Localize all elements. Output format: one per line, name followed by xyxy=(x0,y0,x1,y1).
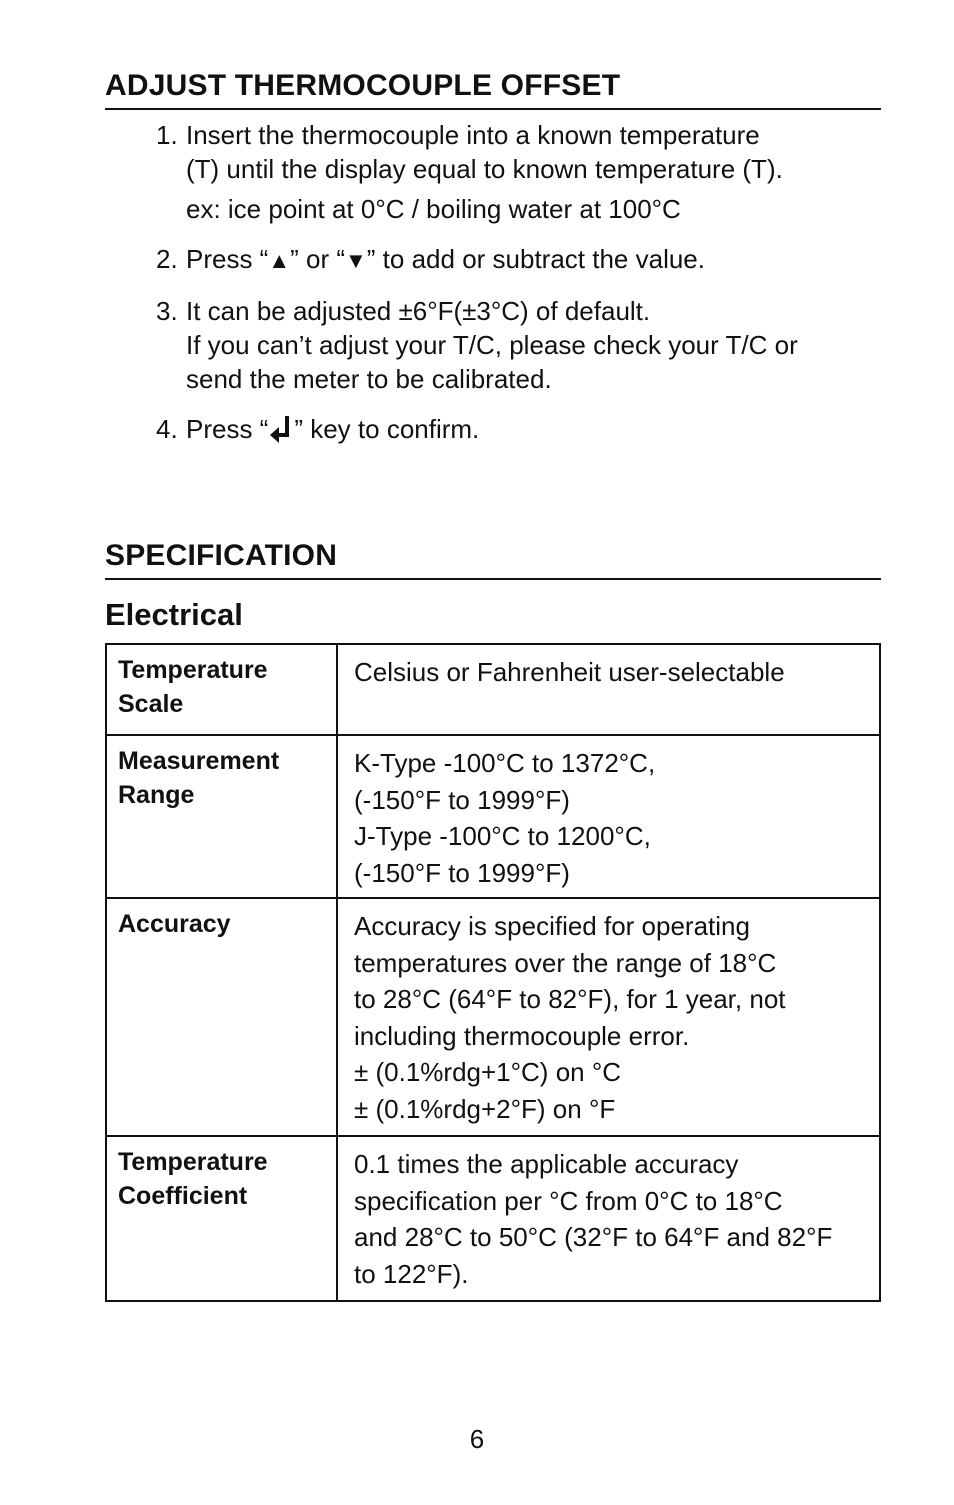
row-value: K-Type -100°C to 1372°C, (-150°F to 1999°F) J-Type -100°C to 1200°C, (-150°F to 1999°F) xyxy=(337,735,880,898)
step-number: 2. xyxy=(156,244,178,274)
step-text: (T) until the display equal to known temperature (T). xyxy=(186,154,783,184)
step-text: Press “▲” or “▼” to add or subtract the value. xyxy=(186,244,705,274)
row-value: 0.1 times the applicable accuracy specification per °C from 0°C to 18°C and 28°C to 50°C (32°F to 64°F and 82°F to 122°F). xyxy=(337,1136,880,1301)
table-row xyxy=(106,644,880,735)
step-2 xyxy=(156,242,896,278)
step-text: It can be adjusted ±6°F(±3°C) of default. xyxy=(186,296,651,326)
adjust-steps-list xyxy=(156,118,896,462)
row-value: Celsius or Fahrenheit user-selectable xyxy=(337,644,880,735)
electrical-subheading: Electrical xyxy=(105,597,243,632)
row-label: Accuracy xyxy=(106,898,337,1136)
step-4 xyxy=(156,412,896,446)
step-1 xyxy=(156,118,896,226)
table-row xyxy=(106,898,880,1136)
row-label: Measurement Range xyxy=(106,735,337,898)
table-row xyxy=(106,1136,880,1301)
step-number: 4. xyxy=(156,414,178,444)
up-arrow-icon: ▲ xyxy=(268,248,291,273)
electrical-spec-table xyxy=(105,643,881,1302)
row-value: Accuracy is specified for operating temperatures over the range of 18°C to 28°C (64°F to 82°F), for 1 year, not including thermocouple error. ± (0.1%rdg+1°C) on °C ± (0.1%rdg+2°F) on °F xyxy=(337,898,880,1136)
step-number: 1. xyxy=(156,120,178,150)
step-text: send the meter to be calibrated. xyxy=(186,364,552,394)
step-number: 3. xyxy=(156,296,178,326)
row-label: Temperature Scale xyxy=(106,644,337,735)
page-number: 6 xyxy=(469,1424,485,1454)
row-label: Temperature Coefficient xyxy=(106,1136,337,1301)
step-3 xyxy=(156,294,896,396)
enter-key-icon xyxy=(268,414,294,444)
adjust-offset-heading: ADJUST THERMOCOUPLE OFFSET xyxy=(105,68,881,110)
step-example: ex: ice point at 0°C / boiling water at 100°C xyxy=(186,194,681,224)
down-arrow-icon: ▼ xyxy=(345,248,367,273)
table-row xyxy=(106,735,880,898)
specification-heading: SPECIFICATION xyxy=(105,538,881,580)
step-text: If you can’t adjust your T/C, please check your T/C or xyxy=(186,330,798,360)
step-text: Press “ ” key to confirm. xyxy=(186,414,480,444)
step-text: Insert the thermocouple into a known temperature xyxy=(186,120,760,150)
